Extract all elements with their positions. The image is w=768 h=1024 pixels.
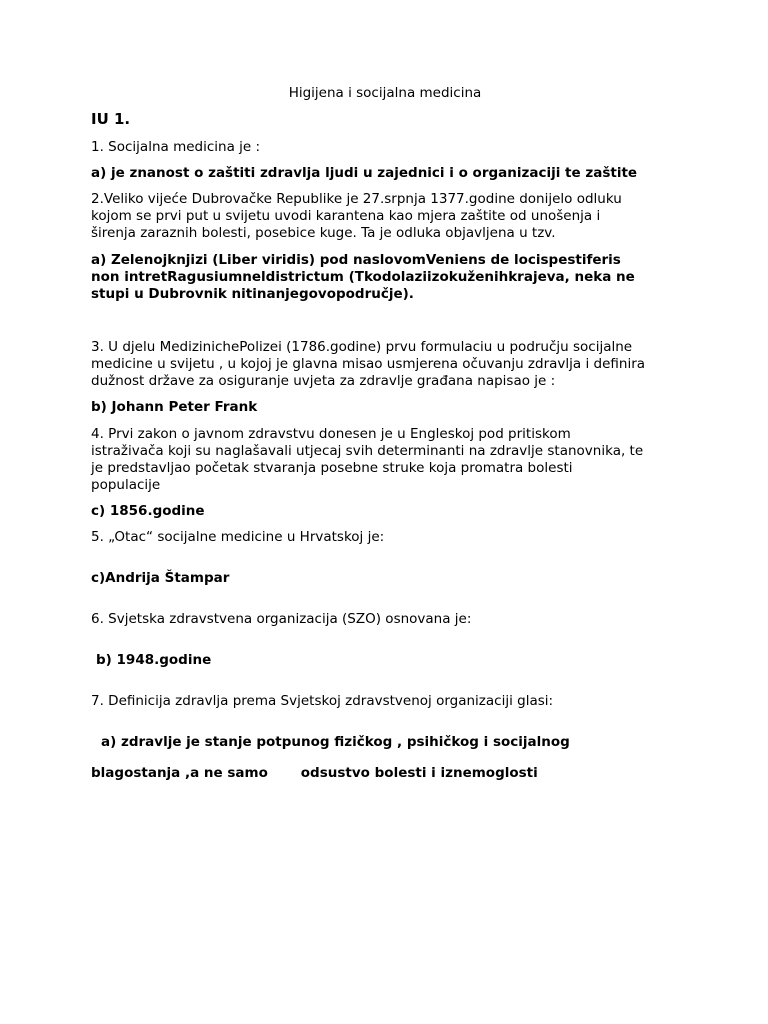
- document-title: Higijena i socijalna medicina: [288, 85, 482, 101]
- question-5-text: 5. „Otac“ socijalne medicine u Hrvatskoj je:: [91, 529, 385, 545]
- question-1-text: 1. Socijalna medicina je :: [91, 139, 261, 155]
- question-3-answer: b) Johann Peter Frank: [91, 399, 258, 415]
- question-7-answer-line-2: blagostanja ,a ne samo odsustvo bolesti i iznemoglosti: [91, 765, 538, 781]
- question-6-answer: b) 1948.godine: [96, 652, 212, 668]
- question-5-answer: c)Andrija Štampar: [91, 570, 230, 586]
- question-7-answer-line-1: a) zdravlje je stanje potpunog fizičkog , psihičkog i socijalnog: [101, 734, 570, 750]
- question-3-text: 3. U djelu MedizinichePolizei (1786.godine) prvu formulaciu u području socijalne medicine u svijetu , u kojoj je glavna misao usmjerena očuvanju zdravlja i definira dužnost države za osiguranje uvjeta za zdravlje građana napisao je :: [91, 339, 646, 389]
- question-1-answer: a) je znanost o zaštiti zdravlja ljudi u zajednici i o organizaciji te zaštite: [91, 165, 638, 181]
- question-7-text: 7. Definicija zdravlja prema Svjetskoj zdravstvenoj organizaciji glasi:: [91, 693, 554, 709]
- question-4-text: 4. Prvi zakon o javnom zdravstvu donesen je u Engleskoj pod pritiskom istraživača koji su naglašavali utjecaj svih determinanti na zdravlje stanovnika, te je predstavljao početak stvaranja posebne struke koja promatra bolesti populacije: [91, 426, 644, 493]
- question-4-answer: c) 1856.godine: [91, 503, 205, 519]
- question-2-text: 2.Veliko vijeće Dubrovačke Republike je 27.srpnja 1377.godine donijelo odluku kojom se prvi put u svijetu uvodi karantena kao mjera zaštite od unošenja i širenja zaraznih bolesti, posebice kuge. Ta je odluka objavljena u tzv.: [91, 191, 622, 241]
- question-2-answer: a) Zelenojknjizi (Liber viridis) pod naslovomVeniens de locispestiferis non intretRagusiumneldistrictum (Tkodolaziizokuženihkrajeva, neka ne stupi u Dubrovnik nitinanjegovopodručje).: [91, 252, 635, 302]
- section-heading: IU 1.: [91, 110, 131, 128]
- question-6-text: 6. Svjetska zdravstvena organizacija (SZO) osnovana je:: [91, 611, 472, 627]
